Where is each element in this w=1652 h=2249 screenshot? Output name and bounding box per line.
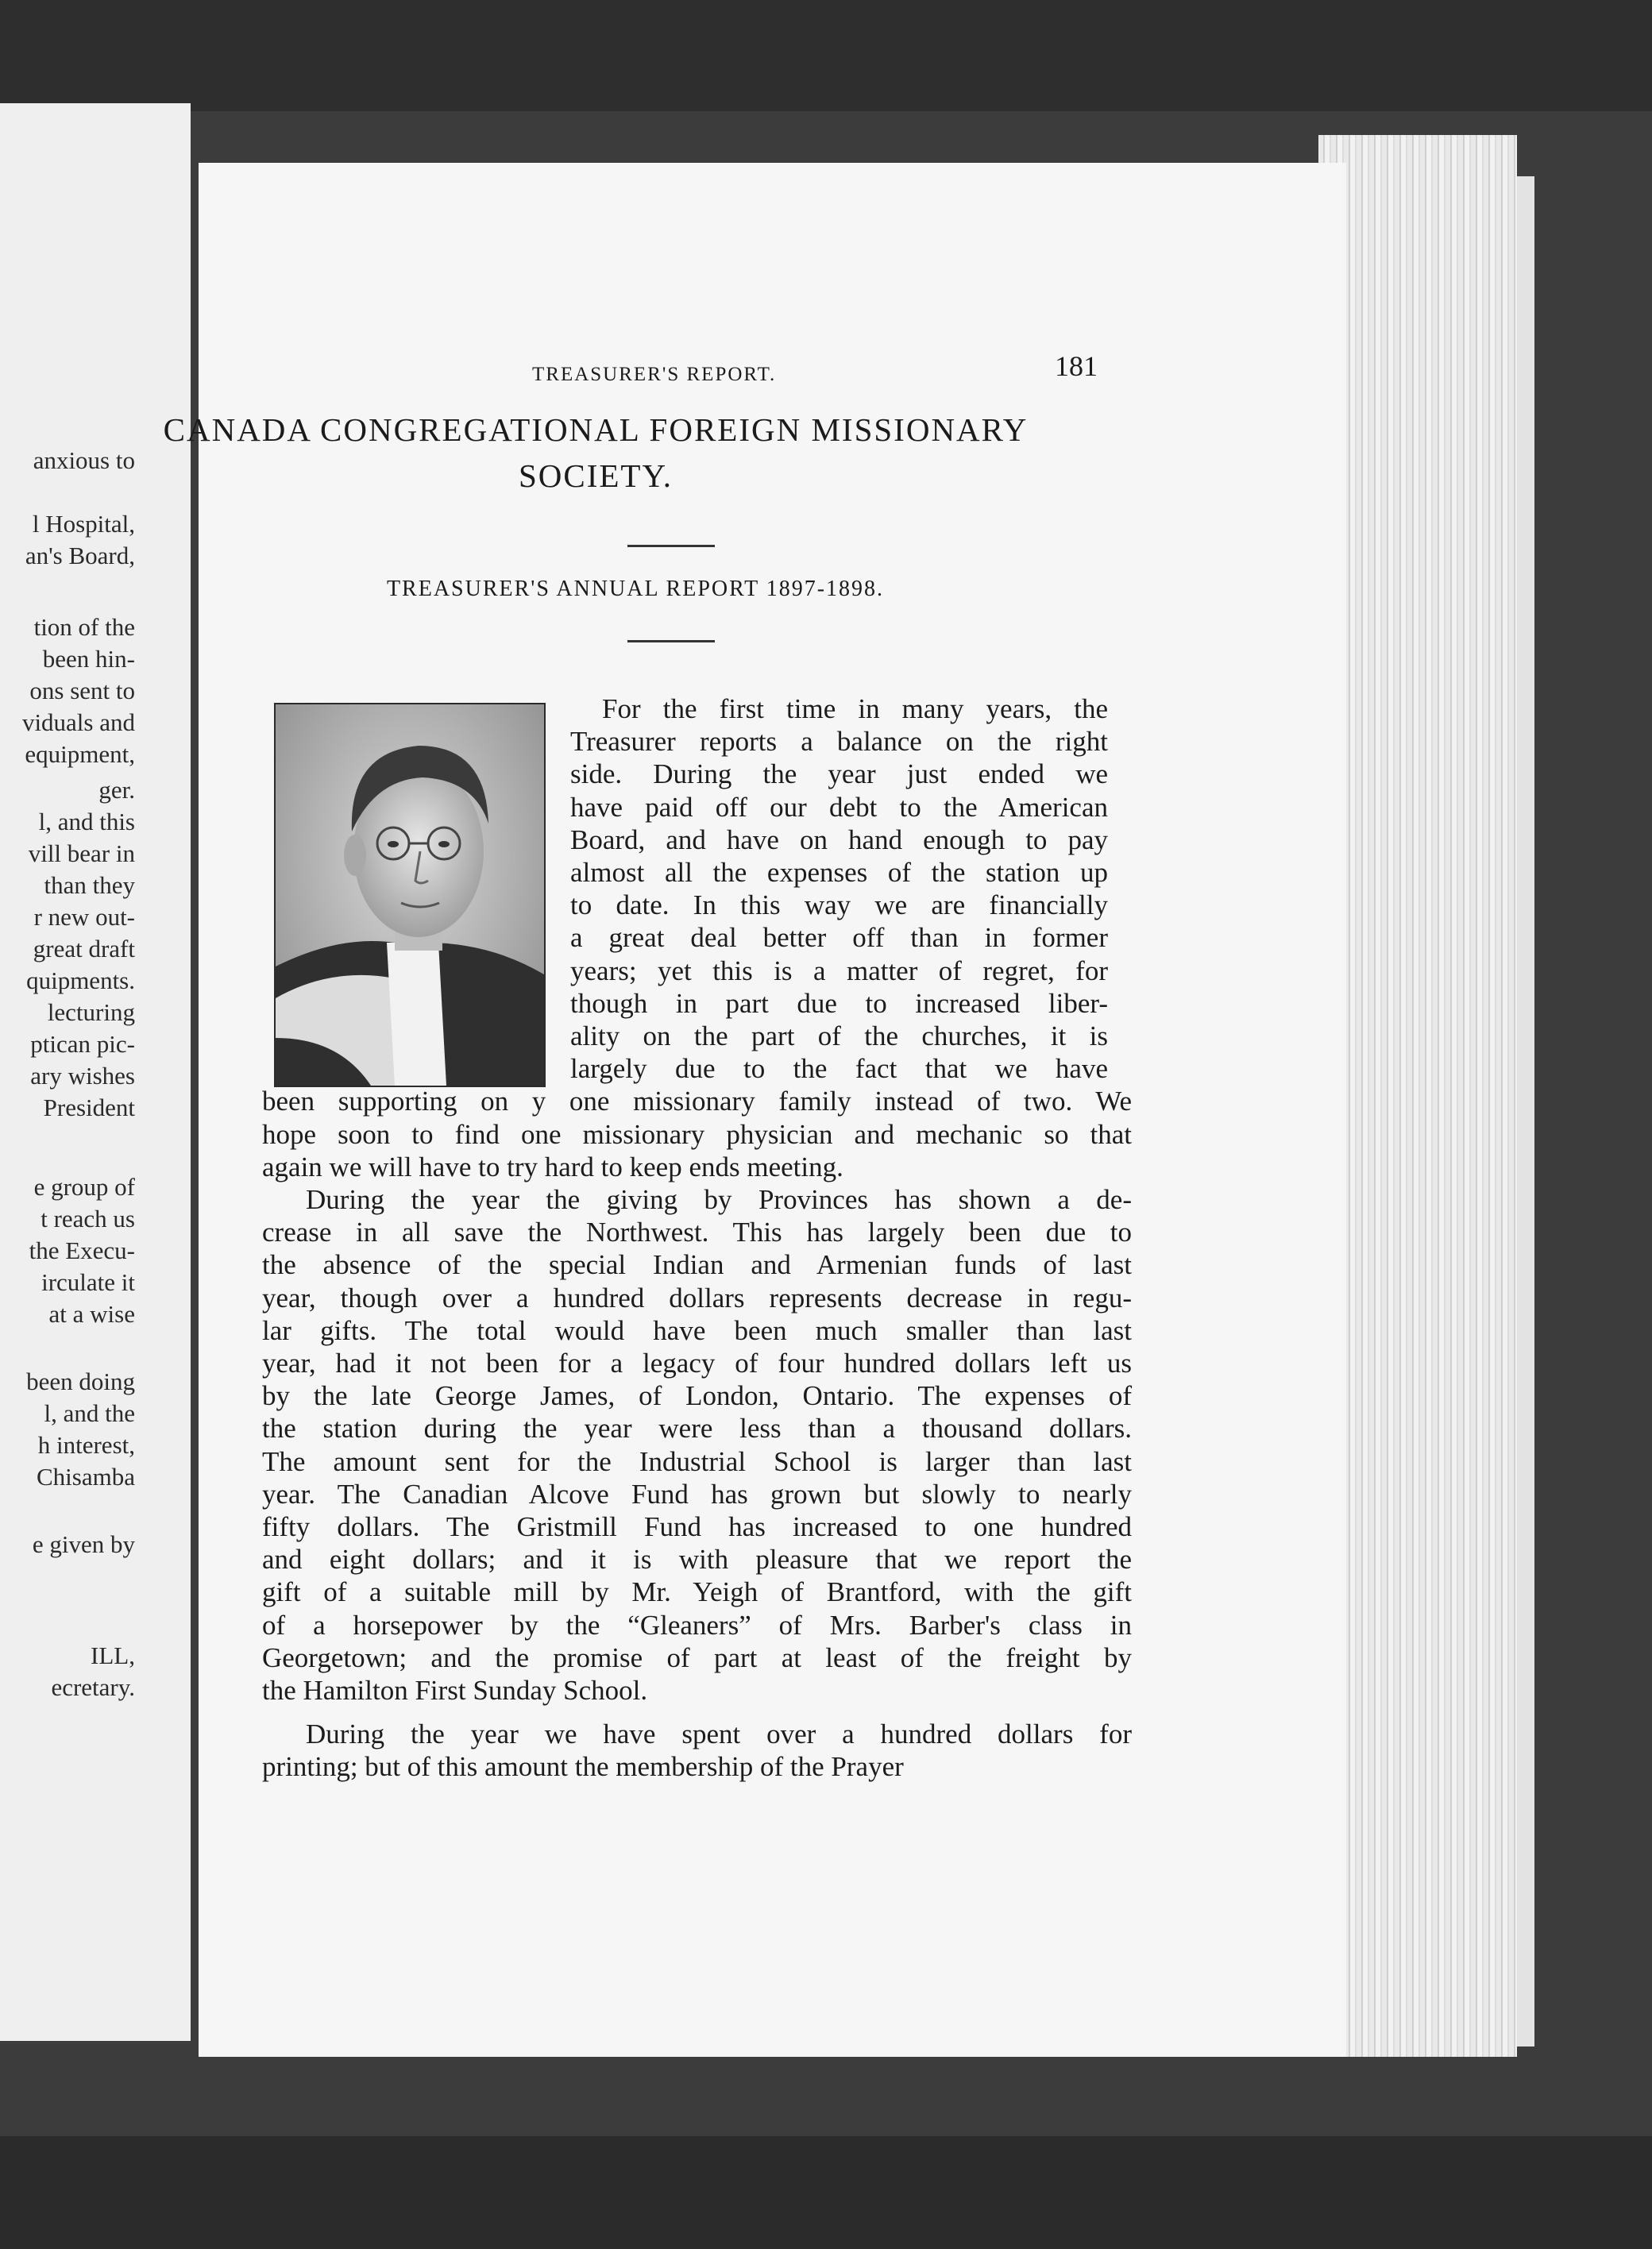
facing-page-line: ILL, [91, 1641, 135, 1669]
facing-page-line: the Execu- [29, 1236, 135, 1264]
treasurer-portrait [274, 703, 546, 1087]
facing-page-line: ecretary. [51, 1673, 135, 1701]
scanner-border-top [0, 0, 1652, 111]
facing-page-line: r new out- [33, 903, 135, 931]
body-line: largely due to the fact that we have [570, 1053, 1108, 1085]
facing-page-line: equipment, [25, 740, 135, 768]
body-line: of a horsepower by the “Gleaners” of Mrs. Barber's class in [262, 1609, 1132, 1641]
page-number: 181 [1055, 350, 1098, 382]
portrait-photo [276, 704, 544, 1086]
title-divider-top [627, 545, 715, 547]
facing-page-line: t reach us [41, 1205, 135, 1233]
body-line: a great deal better off than in former [570, 922, 1108, 954]
body-line: side. During the year just ended we [570, 758, 1108, 790]
facing-page-line: vill bear in [28, 839, 135, 867]
body-line: year, had it not been for a legacy of four hundred dollars left us [262, 1348, 1132, 1379]
body-line: Georgetown; and the promise of part at least of the freight by [262, 1641, 1132, 1673]
facing-page-line: been hin- [42, 645, 135, 673]
facing-page-line: irculate it [41, 1268, 135, 1296]
body-line: been supporting on y one missionary family instead of two. We [262, 1086, 1132, 1117]
facing-page-line: ary wishes [30, 1062, 135, 1090]
body-line: During the year the giving by Provinces has shown a de- [306, 1184, 1132, 1215]
body-line: to date. In this way we are financially [570, 889, 1108, 921]
facing-page-line: great draft [33, 935, 135, 962]
body-line: the station during the year were less than a thousand dollars. [262, 1413, 1132, 1445]
facing-page-line: been doing [26, 1368, 135, 1395]
facing-page-line: l, and the [44, 1399, 135, 1427]
body-line: the absence of the special Indian and Armenian funds of last [262, 1249, 1132, 1281]
article-title [159, 407, 1032, 499]
body-line: Treasurer reports a balance on the right [570, 726, 1108, 758]
facing-page-line: ger. [98, 776, 135, 804]
body-line: lar gifts. The total would have been much smaller than last [262, 1314, 1132, 1346]
body-line: by the late George James, of London, Ontario. The expenses of [262, 1380, 1132, 1412]
running-header: TREASURER'S REPORT. [532, 364, 777, 385]
body-line: have paid off our debt to the American [570, 791, 1108, 823]
body-line: again we will have to try hard to keep ends meeting. [262, 1151, 843, 1182]
facing-page-line: than they [44, 871, 135, 899]
body-line: and eight dollars; and it is with pleasure that we report the [262, 1544, 1132, 1576]
body-line: printing; but of this amount the membership of the Prayer [262, 1751, 904, 1783]
body-line: For the first time in many years, the [602, 693, 1108, 724]
facing-page-line: ptican pic- [30, 1030, 135, 1058]
page-block-edge [1318, 135, 1517, 2057]
facing-page-line: viduals and [21, 708, 135, 736]
facing-page-line: President [43, 1094, 135, 1121]
facing-page-line: tion of the [33, 613, 135, 641]
facing-page [0, 103, 191, 2041]
body-line: Board, and have on hand enough to pay [570, 824, 1108, 855]
title-divider-bottom [627, 640, 715, 642]
facing-page-line: Chisamba [37, 1463, 135, 1491]
facing-page-line: e group of [33, 1173, 135, 1201]
facing-page-line: ons sent to [29, 677, 135, 704]
facing-page-line: l Hospital, [32, 510, 135, 538]
body-line: fifty dollars. The Gristmill Fund has increased to one hundred [262, 1511, 1132, 1542]
body-line: year, though over a hundred dollars represents decrease in regu- [262, 1282, 1132, 1314]
scanner-border-bottom [0, 2136, 1652, 2249]
article-title-line-1: CANADA CONGREGATIONAL FOREIGN MISSIONARY [163, 411, 1029, 448]
facing-page-line: h interest, [37, 1431, 135, 1459]
body-line: crease in all save the Northwest. This has largely been due to [262, 1217, 1132, 1248]
body-line: ality on the part of the churches, it is [570, 1020, 1108, 1051]
body-line: almost all the expenses of the station up [570, 857, 1108, 888]
facing-page-line: quipments. [26, 966, 135, 994]
body-line: years; yet this is a matter of regret, for [570, 955, 1108, 986]
body-line: hope soon to find one missionary physician and mechanic so that [262, 1118, 1132, 1150]
facing-page-line: e given by [32, 1530, 135, 1558]
facing-page-line: l, and this [38, 808, 135, 835]
facing-page-line: lecturing [47, 998, 135, 1026]
facing-page-line: anxious to [33, 446, 135, 474]
facing-page-line: at a wise [48, 1300, 135, 1328]
article-title-line-2: SOCIETY. [518, 457, 674, 494]
body-line: the Hamilton First Sunday School. [262, 1675, 648, 1706]
body-line: gift of a suitable mill by Mr. Yeigh of Brantford, with the gift [262, 1576, 1132, 1608]
body-line: though in part due to increased liber- [570, 987, 1108, 1019]
report-subtitle: TREASURER'S ANNUAL REPORT 1897-1898. [386, 577, 885, 601]
body-line: During the year we have spent over a hundred dollars for [306, 1719, 1132, 1750]
body-line: The amount sent for the Industrial School is larger than last [262, 1445, 1132, 1477]
body-line: year. The Canadian Alcove Fund has grown but slowly to nearly [262, 1478, 1132, 1510]
facing-page-line: an's Board, [25, 542, 135, 569]
